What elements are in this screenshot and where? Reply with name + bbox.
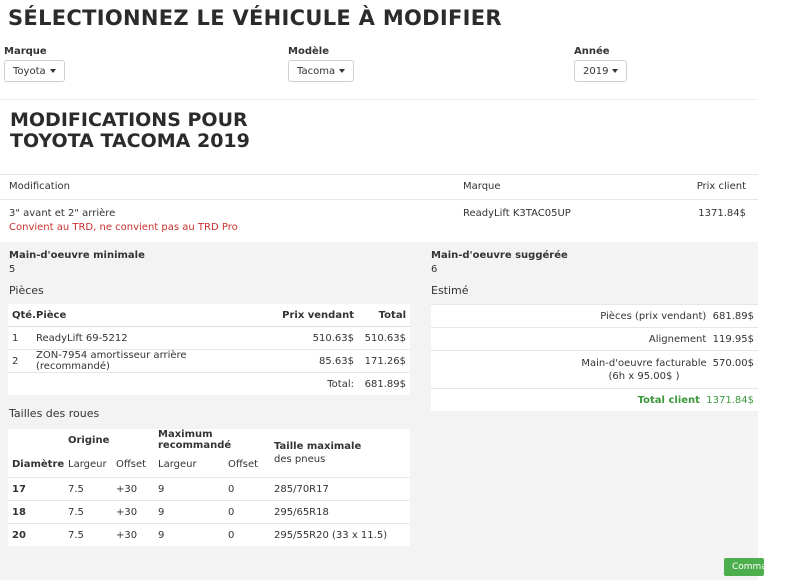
table-row xyxy=(8,350,410,373)
divider xyxy=(0,99,758,100)
order-button[interactable]: Commander xyxy=(724,558,764,576)
make-label: Marque xyxy=(4,46,47,57)
estimate-sublabel: (6h x 95.00$ ) xyxy=(608,370,680,382)
year-label: Année xyxy=(574,46,610,57)
mod-header-brand: Marque xyxy=(463,181,501,192)
group-max: Maximum recommandé xyxy=(158,429,232,451)
section-title-line2: TOYOTA TACOMA 2019 xyxy=(10,130,250,152)
width-cell: 7.5 xyxy=(68,524,116,547)
estimate-label: Pièces (prix vendant) xyxy=(600,310,707,322)
col-qty: Qté. xyxy=(8,304,36,327)
estimate-table xyxy=(431,304,758,411)
col-width: Largeur xyxy=(68,458,107,470)
mod-row-brand: ReadyLift K3TAC05UP xyxy=(463,208,571,219)
model-label: Modèle xyxy=(288,46,329,57)
col-part: Pièce xyxy=(36,304,254,327)
year-dropdown[interactable] xyxy=(574,60,627,82)
max-offset-cell: 0 xyxy=(228,478,274,501)
offset-cell: +30 xyxy=(116,501,158,524)
tire-header-line1: Taille maximale xyxy=(274,441,362,452)
max-width-cell: 9 xyxy=(158,478,228,501)
offset-cell: +30 xyxy=(116,478,158,501)
make-dropdown[interactable] xyxy=(4,60,65,82)
mod-row-name: 3" avant et 2" arrière xyxy=(9,208,116,219)
estimate-total-row xyxy=(431,389,758,412)
tire-cell: 295/65R18 xyxy=(274,501,410,524)
estimate-value: 681.89$ xyxy=(712,310,754,322)
price-cell: 510.63$ xyxy=(254,327,358,350)
estimate-label: Main-d'oeuvre facturable xyxy=(581,357,707,369)
estimate-row xyxy=(431,351,758,389)
year-value: 2019 xyxy=(583,66,609,77)
diameter-cell: 20 xyxy=(8,524,68,547)
table-row xyxy=(8,478,410,501)
part-cell: ZON-7954 amortisseur arrière (recommandé) xyxy=(36,350,254,373)
table-row xyxy=(8,327,410,350)
parts-total-label: Total: xyxy=(327,378,354,390)
labor-min-value: 5 xyxy=(9,264,16,275)
diameter-cell: 17 xyxy=(8,478,68,501)
labor-sug-value: 6 xyxy=(431,264,438,275)
divider xyxy=(0,199,758,200)
col-price: Prix vendant xyxy=(254,304,358,327)
col-diameter: Diamètre xyxy=(12,458,65,470)
col-total: Total xyxy=(358,304,410,327)
estimate-label: Alignement xyxy=(648,333,707,345)
mod-header-modification: Modification xyxy=(9,181,70,192)
caret-down-icon xyxy=(339,69,345,73)
estimate-value: 570.00$ xyxy=(712,357,754,369)
qty-cell: 1 xyxy=(8,327,36,350)
estimate-total-value: 1371.84$ xyxy=(706,394,754,406)
col-offset: Offset xyxy=(116,458,147,470)
mod-row-note: Convient au TRD, ne convient pas au TRD Pro xyxy=(9,222,238,233)
wheels-table xyxy=(8,429,410,546)
offset-cell: +30 xyxy=(116,524,158,547)
table-header-row xyxy=(8,304,410,327)
diameter-cell: 18 xyxy=(8,501,68,524)
parts-total-value: 681.89$ xyxy=(364,378,406,390)
estimate-row xyxy=(431,305,758,328)
mod-row-price: 1371.84$ xyxy=(698,208,746,219)
caret-down-icon xyxy=(50,69,56,73)
page-title: SÉLECTIONNEZ LE VÉHICULE À MODIFIER xyxy=(8,6,502,30)
mod-header-price: Prix client xyxy=(696,181,746,192)
col-max-offset: Offset xyxy=(228,458,259,470)
tire-cell: 295/55R20 (33 x 11.5) xyxy=(274,524,410,547)
part-cell: ReadyLift 69-5212 xyxy=(36,327,254,350)
estimate-total-label: Total client xyxy=(637,394,700,406)
col-max-width: Largeur xyxy=(158,458,197,470)
table-row xyxy=(8,524,410,547)
group-tire xyxy=(274,429,410,478)
wheels-group-header xyxy=(8,429,410,451)
parts-table xyxy=(8,304,410,395)
divider xyxy=(0,174,758,175)
parts-total-row xyxy=(8,373,410,396)
wheels-title: Tailles des roues xyxy=(9,407,100,420)
labor-min-label: Main-d'oeuvre minimale xyxy=(9,250,145,261)
tire-header-line2: des pneus xyxy=(274,454,326,465)
total-cell: 510.63$ xyxy=(358,327,410,350)
max-offset-cell: 0 xyxy=(228,524,274,547)
model-dropdown[interactable] xyxy=(288,60,354,82)
section-title xyxy=(10,110,250,152)
max-width-cell: 9 xyxy=(158,524,228,547)
estimate-title: Estimé xyxy=(431,284,469,297)
model-value: Tacoma xyxy=(297,66,336,77)
price-cell: 85.63$ xyxy=(254,350,358,373)
make-value: Toyota xyxy=(13,66,46,77)
caret-down-icon xyxy=(612,69,618,73)
tire-cell: 285/70R17 xyxy=(274,478,410,501)
max-width-cell: 9 xyxy=(158,501,228,524)
table-row xyxy=(8,501,410,524)
max-offset-cell: 0 xyxy=(228,501,274,524)
estimate-value: 119.95$ xyxy=(712,333,754,345)
parts-title: Pièces xyxy=(9,284,44,297)
section-title-line1: MODIFICATIONS POUR xyxy=(10,109,248,131)
total-cell: 171.26$ xyxy=(358,350,410,373)
labor-sug-label: Main-d'oeuvre suggérée xyxy=(431,250,568,261)
estimate-row xyxy=(431,328,758,351)
group-origin: Origine xyxy=(68,434,110,446)
width-cell: 7.5 xyxy=(68,501,116,524)
width-cell: 7.5 xyxy=(68,478,116,501)
qty-cell: 2 xyxy=(8,350,36,373)
